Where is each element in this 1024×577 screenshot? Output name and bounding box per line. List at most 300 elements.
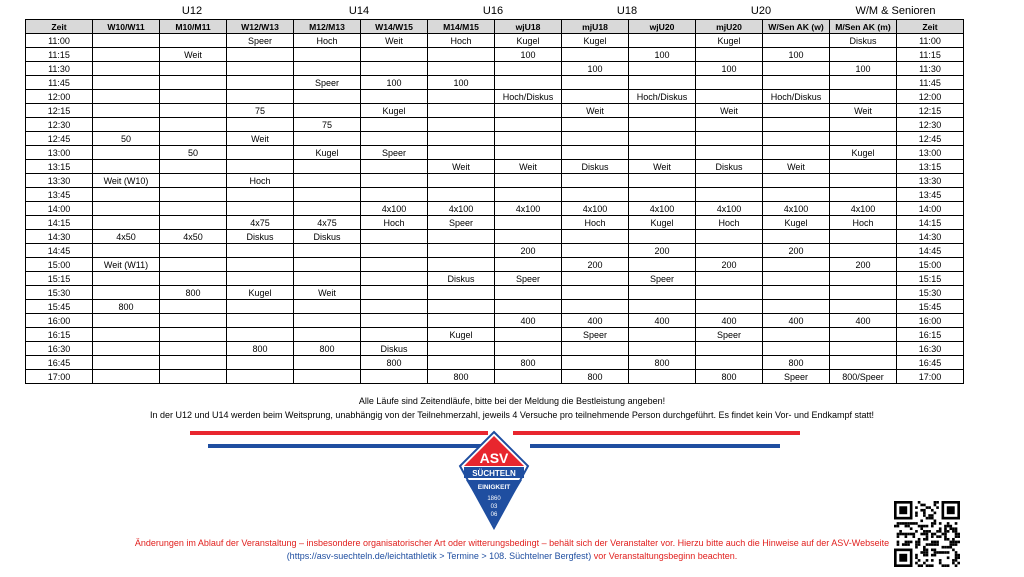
website-link[interactable]: (https://asv-suechteln.de/leichtathletik > Termine > 108. Süchtelner Bergfest) bbox=[286, 551, 592, 561]
event-cell bbox=[227, 202, 294, 216]
event-cell bbox=[428, 62, 495, 76]
event-cell bbox=[629, 76, 696, 90]
event-cell bbox=[428, 90, 495, 104]
blue-stripe-right bbox=[530, 444, 780, 448]
time-cell: 16:00 bbox=[897, 314, 964, 328]
event-cell: 200 bbox=[763, 244, 830, 258]
event-cell bbox=[227, 244, 294, 258]
event-cell bbox=[763, 300, 830, 314]
time-cell: 11:45 bbox=[26, 76, 93, 90]
event-cell bbox=[428, 286, 495, 300]
event-cell: 4x50 bbox=[160, 230, 227, 244]
event-cell bbox=[227, 90, 294, 104]
time-cell: 14:45 bbox=[26, 244, 93, 258]
event-cell: Speer bbox=[629, 272, 696, 286]
event-cell bbox=[830, 188, 897, 202]
table-row bbox=[26, 286, 964, 300]
event-cell bbox=[160, 342, 227, 356]
event-cell bbox=[93, 202, 160, 216]
event-cell bbox=[361, 300, 428, 314]
event-cell bbox=[696, 244, 763, 258]
logo-year-1: 1860 bbox=[487, 496, 501, 502]
time-cell: 11:45 bbox=[897, 76, 964, 90]
event-cell bbox=[696, 76, 763, 90]
event-cell bbox=[227, 62, 294, 76]
event-cell bbox=[160, 188, 227, 202]
event-cell bbox=[696, 132, 763, 146]
event-cell: Speer bbox=[428, 216, 495, 230]
event-cell: Kugel bbox=[629, 216, 696, 230]
event-cell: 800/Speer bbox=[830, 370, 897, 384]
event-cell bbox=[562, 272, 629, 286]
event-cell bbox=[696, 188, 763, 202]
event-cell: Kugel bbox=[763, 216, 830, 230]
column-header: M10/M11 bbox=[160, 20, 227, 34]
event-cell bbox=[361, 174, 428, 188]
footer-line-2 bbox=[0, 551, 1024, 561]
event-cell bbox=[696, 90, 763, 104]
time-cell: 11:30 bbox=[26, 62, 93, 76]
event-cell: 4x100 bbox=[428, 202, 495, 216]
event-cell bbox=[763, 188, 830, 202]
event-cell bbox=[227, 272, 294, 286]
table-row bbox=[26, 230, 964, 244]
time-cell: 14:00 bbox=[897, 202, 964, 216]
event-cell bbox=[160, 118, 227, 132]
event-cell bbox=[696, 48, 763, 62]
event-cell bbox=[629, 258, 696, 272]
event-cell: 100 bbox=[428, 76, 495, 90]
event-cell: Diskus bbox=[696, 160, 763, 174]
table-row bbox=[26, 300, 964, 314]
event-cell bbox=[93, 90, 160, 104]
event-cell bbox=[361, 48, 428, 62]
column-header: wjU18 bbox=[495, 20, 562, 34]
event-cell bbox=[629, 62, 696, 76]
event-cell: Kugel bbox=[830, 146, 897, 160]
table-row bbox=[26, 258, 964, 272]
time-cell: 15:00 bbox=[897, 258, 964, 272]
event-cell: 400 bbox=[629, 314, 696, 328]
event-cell bbox=[160, 258, 227, 272]
event-cell bbox=[294, 370, 361, 384]
event-cell bbox=[160, 272, 227, 286]
schedule-table bbox=[25, 19, 964, 384]
event-cell: Diskus bbox=[830, 34, 897, 48]
time-cell: 15:30 bbox=[897, 286, 964, 300]
event-cell: Hoch bbox=[830, 216, 897, 230]
event-cell: Hoch/Diskus bbox=[495, 90, 562, 104]
event-cell bbox=[227, 300, 294, 314]
event-cell bbox=[361, 118, 428, 132]
event-cell bbox=[294, 132, 361, 146]
event-cell bbox=[361, 370, 428, 384]
event-cell: Weit bbox=[495, 160, 562, 174]
event-cell bbox=[227, 370, 294, 384]
event-cell: 800 bbox=[227, 342, 294, 356]
event-cell bbox=[629, 132, 696, 146]
time-cell: 13:00 bbox=[897, 146, 964, 160]
event-cell bbox=[629, 328, 696, 342]
logo-year-2: 03 bbox=[490, 504, 498, 510]
event-cell bbox=[830, 174, 897, 188]
event-cell bbox=[160, 104, 227, 118]
table-row bbox=[26, 34, 964, 48]
event-cell bbox=[696, 356, 763, 370]
table-row bbox=[26, 342, 964, 356]
event-cell bbox=[629, 286, 696, 300]
event-cell bbox=[93, 118, 160, 132]
table-row bbox=[26, 244, 964, 258]
event-cell bbox=[562, 188, 629, 202]
event-cell bbox=[294, 272, 361, 286]
event-cell: 200 bbox=[495, 244, 562, 258]
event-cell bbox=[763, 174, 830, 188]
time-cell: 15:45 bbox=[897, 300, 964, 314]
event-cell: Kugel bbox=[495, 34, 562, 48]
blue-stripe-left bbox=[208, 444, 484, 448]
event-cell: Speer bbox=[227, 34, 294, 48]
event-cell bbox=[428, 314, 495, 328]
event-cell bbox=[93, 244, 160, 258]
event-cell bbox=[294, 90, 361, 104]
event-cell: Weit bbox=[361, 34, 428, 48]
event-cell bbox=[495, 286, 562, 300]
event-cell: 100 bbox=[562, 62, 629, 76]
event-cell: Kugel bbox=[361, 104, 428, 118]
event-cell: Speer bbox=[696, 328, 763, 342]
event-cell bbox=[562, 230, 629, 244]
event-cell: 75 bbox=[294, 118, 361, 132]
time-cell: 15:00 bbox=[26, 258, 93, 272]
event-cell bbox=[160, 300, 227, 314]
event-cell: 4x100 bbox=[562, 202, 629, 216]
event-cell: Hoch/Diskus bbox=[763, 90, 830, 104]
event-cell: 400 bbox=[763, 314, 830, 328]
event-cell: 100 bbox=[629, 48, 696, 62]
event-cell bbox=[562, 48, 629, 62]
event-cell bbox=[763, 76, 830, 90]
event-cell bbox=[562, 132, 629, 146]
event-cell bbox=[93, 370, 160, 384]
event-cell bbox=[562, 146, 629, 160]
event-cell bbox=[294, 314, 361, 328]
event-cell bbox=[629, 104, 696, 118]
event-cell bbox=[160, 314, 227, 328]
event-cell: 100 bbox=[830, 62, 897, 76]
event-cell bbox=[562, 342, 629, 356]
event-cell bbox=[629, 188, 696, 202]
table-row bbox=[26, 76, 964, 90]
time-cell: 14:15 bbox=[897, 216, 964, 230]
event-cell bbox=[160, 174, 227, 188]
event-cell bbox=[562, 76, 629, 90]
age-group-label: U18 bbox=[616, 5, 638, 17]
event-cell bbox=[361, 188, 428, 202]
event-cell bbox=[428, 132, 495, 146]
event-cell bbox=[428, 104, 495, 118]
column-header: wjU20 bbox=[629, 20, 696, 34]
event-cell bbox=[160, 356, 227, 370]
time-cell: 14:30 bbox=[897, 230, 964, 244]
event-cell: 800 bbox=[160, 286, 227, 300]
event-cell: 4x100 bbox=[629, 202, 696, 216]
event-cell: 50 bbox=[160, 146, 227, 160]
table-row bbox=[26, 90, 964, 104]
event-cell bbox=[93, 62, 160, 76]
note-line-1: Alle Läufe sind Zeitendläufe, bitte bei der Meldung die Bestleistung angeben! bbox=[358, 396, 666, 406]
event-cell: 100 bbox=[763, 48, 830, 62]
event-cell: 200 bbox=[562, 258, 629, 272]
event-cell bbox=[629, 118, 696, 132]
event-cell bbox=[763, 230, 830, 244]
event-cell bbox=[830, 328, 897, 342]
event-cell bbox=[562, 244, 629, 258]
event-cell bbox=[428, 356, 495, 370]
event-cell bbox=[629, 34, 696, 48]
event-cell: 50 bbox=[93, 132, 160, 146]
event-cell: 4x100 bbox=[696, 202, 763, 216]
event-cell bbox=[495, 370, 562, 384]
time-cell: 14:45 bbox=[897, 244, 964, 258]
time-cell: 17:00 bbox=[26, 370, 93, 384]
event-cell: 800 bbox=[93, 300, 160, 314]
table-header-row bbox=[26, 20, 964, 34]
event-cell bbox=[160, 328, 227, 342]
time-cell: 12:45 bbox=[26, 132, 93, 146]
event-cell: Diskus bbox=[562, 160, 629, 174]
event-cell bbox=[495, 188, 562, 202]
event-cell bbox=[830, 76, 897, 90]
event-cell bbox=[495, 146, 562, 160]
event-cell bbox=[428, 48, 495, 62]
event-cell: Hoch bbox=[294, 34, 361, 48]
footer-suffix: vor Veranstaltungsbeginn beachten. bbox=[591, 551, 738, 561]
column-header: mjU18 bbox=[562, 20, 629, 34]
event-cell bbox=[93, 314, 160, 328]
logo-text-middle: SÜCHTELN bbox=[472, 469, 516, 478]
time-cell: 12:15 bbox=[897, 104, 964, 118]
event-cell bbox=[294, 356, 361, 370]
event-cell bbox=[361, 272, 428, 286]
event-cell bbox=[160, 216, 227, 230]
event-cell bbox=[160, 160, 227, 174]
time-cell: 17:00 bbox=[897, 370, 964, 384]
event-cell bbox=[629, 230, 696, 244]
event-cell: Weit bbox=[294, 286, 361, 300]
event-cell bbox=[428, 300, 495, 314]
event-cell bbox=[763, 104, 830, 118]
event-cell: 4x75 bbox=[227, 216, 294, 230]
event-cell: Weit bbox=[629, 160, 696, 174]
event-cell bbox=[495, 216, 562, 230]
event-cell: 800 bbox=[696, 370, 763, 384]
event-cell bbox=[696, 300, 763, 314]
event-cell bbox=[495, 62, 562, 76]
time-cell: 13:30 bbox=[26, 174, 93, 188]
event-cell bbox=[93, 48, 160, 62]
event-cell bbox=[93, 356, 160, 370]
event-cell bbox=[294, 104, 361, 118]
time-cell: 15:15 bbox=[26, 272, 93, 286]
event-cell bbox=[93, 216, 160, 230]
note-line-2: In der U12 und U14 werden beim Weitsprung, unabhängig von der Teilnehmerzahl, jeweils 4 Versuche pro teilnehmende Person durchgeführt. Es findet kein Vor- und Endkampf statt! bbox=[149, 410, 875, 420]
event-cell bbox=[495, 174, 562, 188]
age-group-label: W/M & Senioren bbox=[855, 5, 936, 17]
event-cell: Speer bbox=[361, 146, 428, 160]
event-cell: Hoch bbox=[361, 216, 428, 230]
event-cell bbox=[93, 160, 160, 174]
event-cell: Weit bbox=[227, 132, 294, 146]
event-cell bbox=[830, 286, 897, 300]
event-cell bbox=[227, 356, 294, 370]
event-cell bbox=[227, 76, 294, 90]
table-row bbox=[26, 356, 964, 370]
event-cell bbox=[696, 118, 763, 132]
event-cell: 4x75 bbox=[294, 216, 361, 230]
event-cell: 200 bbox=[629, 244, 696, 258]
event-cell bbox=[830, 230, 897, 244]
logo-text-bottom: EINIGKEIT bbox=[477, 484, 511, 491]
time-cell: 13:15 bbox=[897, 160, 964, 174]
event-cell bbox=[294, 202, 361, 216]
event-cell bbox=[294, 258, 361, 272]
column-header: M14/M15 bbox=[428, 20, 495, 34]
event-cell bbox=[160, 34, 227, 48]
event-cell bbox=[294, 328, 361, 342]
time-cell: 16:30 bbox=[26, 342, 93, 356]
event-cell bbox=[830, 48, 897, 62]
event-cell: 4x50 bbox=[93, 230, 160, 244]
time-cell: 16:45 bbox=[897, 356, 964, 370]
event-cell bbox=[428, 258, 495, 272]
event-cell bbox=[294, 188, 361, 202]
event-cell bbox=[763, 328, 830, 342]
event-cell bbox=[227, 258, 294, 272]
table-row bbox=[26, 146, 964, 160]
event-cell: Speer bbox=[495, 272, 562, 286]
event-cell: Weit bbox=[696, 104, 763, 118]
time-cell: 11:00 bbox=[897, 34, 964, 48]
event-cell: Kugel bbox=[294, 146, 361, 160]
time-cell: 15:15 bbox=[897, 272, 964, 286]
event-cell bbox=[763, 272, 830, 286]
event-cell bbox=[830, 356, 897, 370]
event-cell: Hoch/Diskus bbox=[629, 90, 696, 104]
event-cell: Kugel bbox=[428, 328, 495, 342]
age-group-label: U14 bbox=[348, 5, 370, 17]
event-cell bbox=[428, 230, 495, 244]
event-cell bbox=[93, 146, 160, 160]
event-cell: 800 bbox=[629, 356, 696, 370]
event-cell: Kugel bbox=[562, 34, 629, 48]
event-cell bbox=[495, 132, 562, 146]
event-cell bbox=[227, 146, 294, 160]
event-cell: 800 bbox=[763, 356, 830, 370]
event-cell bbox=[562, 356, 629, 370]
event-cell bbox=[93, 188, 160, 202]
event-cell bbox=[227, 328, 294, 342]
event-cell bbox=[696, 286, 763, 300]
time-cell: 12:30 bbox=[26, 118, 93, 132]
event-cell: 200 bbox=[696, 258, 763, 272]
time-cell: 16:30 bbox=[897, 342, 964, 356]
event-cell: 400 bbox=[830, 314, 897, 328]
time-cell: 13:45 bbox=[26, 188, 93, 202]
table-row bbox=[26, 118, 964, 132]
event-cell: Kugel bbox=[227, 286, 294, 300]
event-cell bbox=[93, 328, 160, 342]
event-cell: 800 bbox=[294, 342, 361, 356]
event-cell: 4x100 bbox=[763, 202, 830, 216]
event-cell bbox=[227, 160, 294, 174]
event-cell bbox=[830, 90, 897, 104]
event-cell bbox=[361, 244, 428, 258]
event-cell bbox=[294, 48, 361, 62]
event-cell bbox=[763, 258, 830, 272]
event-cell bbox=[294, 244, 361, 258]
time-cell: 12:30 bbox=[897, 118, 964, 132]
event-cell: Weit (W11) bbox=[93, 258, 160, 272]
event-cell bbox=[763, 132, 830, 146]
table-row bbox=[26, 202, 964, 216]
event-cell bbox=[696, 174, 763, 188]
column-header: W/Sen AK (w) bbox=[763, 20, 830, 34]
time-cell: 16:15 bbox=[897, 328, 964, 342]
event-cell bbox=[629, 342, 696, 356]
event-cell: 400 bbox=[562, 314, 629, 328]
event-cell bbox=[294, 300, 361, 314]
event-cell: 800 bbox=[361, 356, 428, 370]
event-cell: 800 bbox=[495, 356, 562, 370]
event-cell: 4x100 bbox=[361, 202, 428, 216]
event-cell: Weit (W10) bbox=[93, 174, 160, 188]
event-cell bbox=[160, 202, 227, 216]
event-cell bbox=[361, 286, 428, 300]
qr-code bbox=[894, 501, 960, 567]
age-group-header bbox=[25, 5, 963, 19]
column-header: Zeit bbox=[26, 20, 93, 34]
event-cell bbox=[227, 314, 294, 328]
event-cell: Hoch bbox=[428, 34, 495, 48]
asv-logo bbox=[458, 430, 530, 530]
event-cell: 800 bbox=[428, 370, 495, 384]
column-header: Zeit bbox=[897, 20, 964, 34]
event-cell bbox=[696, 230, 763, 244]
time-cell: 11:15 bbox=[897, 48, 964, 62]
event-cell bbox=[93, 286, 160, 300]
event-cell bbox=[160, 90, 227, 104]
event-cell bbox=[294, 174, 361, 188]
event-cell: 100 bbox=[361, 76, 428, 90]
event-cell bbox=[763, 286, 830, 300]
time-cell: 11:00 bbox=[26, 34, 93, 48]
event-cell bbox=[562, 286, 629, 300]
table-row bbox=[26, 188, 964, 202]
event-cell bbox=[495, 230, 562, 244]
event-cell bbox=[428, 174, 495, 188]
event-cell bbox=[361, 62, 428, 76]
column-header: M/Sen AK (m) bbox=[830, 20, 897, 34]
event-cell bbox=[227, 48, 294, 62]
event-cell bbox=[830, 342, 897, 356]
table-row bbox=[26, 160, 964, 174]
event-cell bbox=[562, 90, 629, 104]
event-cell: Speer bbox=[294, 76, 361, 90]
event-cell bbox=[93, 342, 160, 356]
event-cell bbox=[763, 34, 830, 48]
event-cell: 200 bbox=[830, 258, 897, 272]
